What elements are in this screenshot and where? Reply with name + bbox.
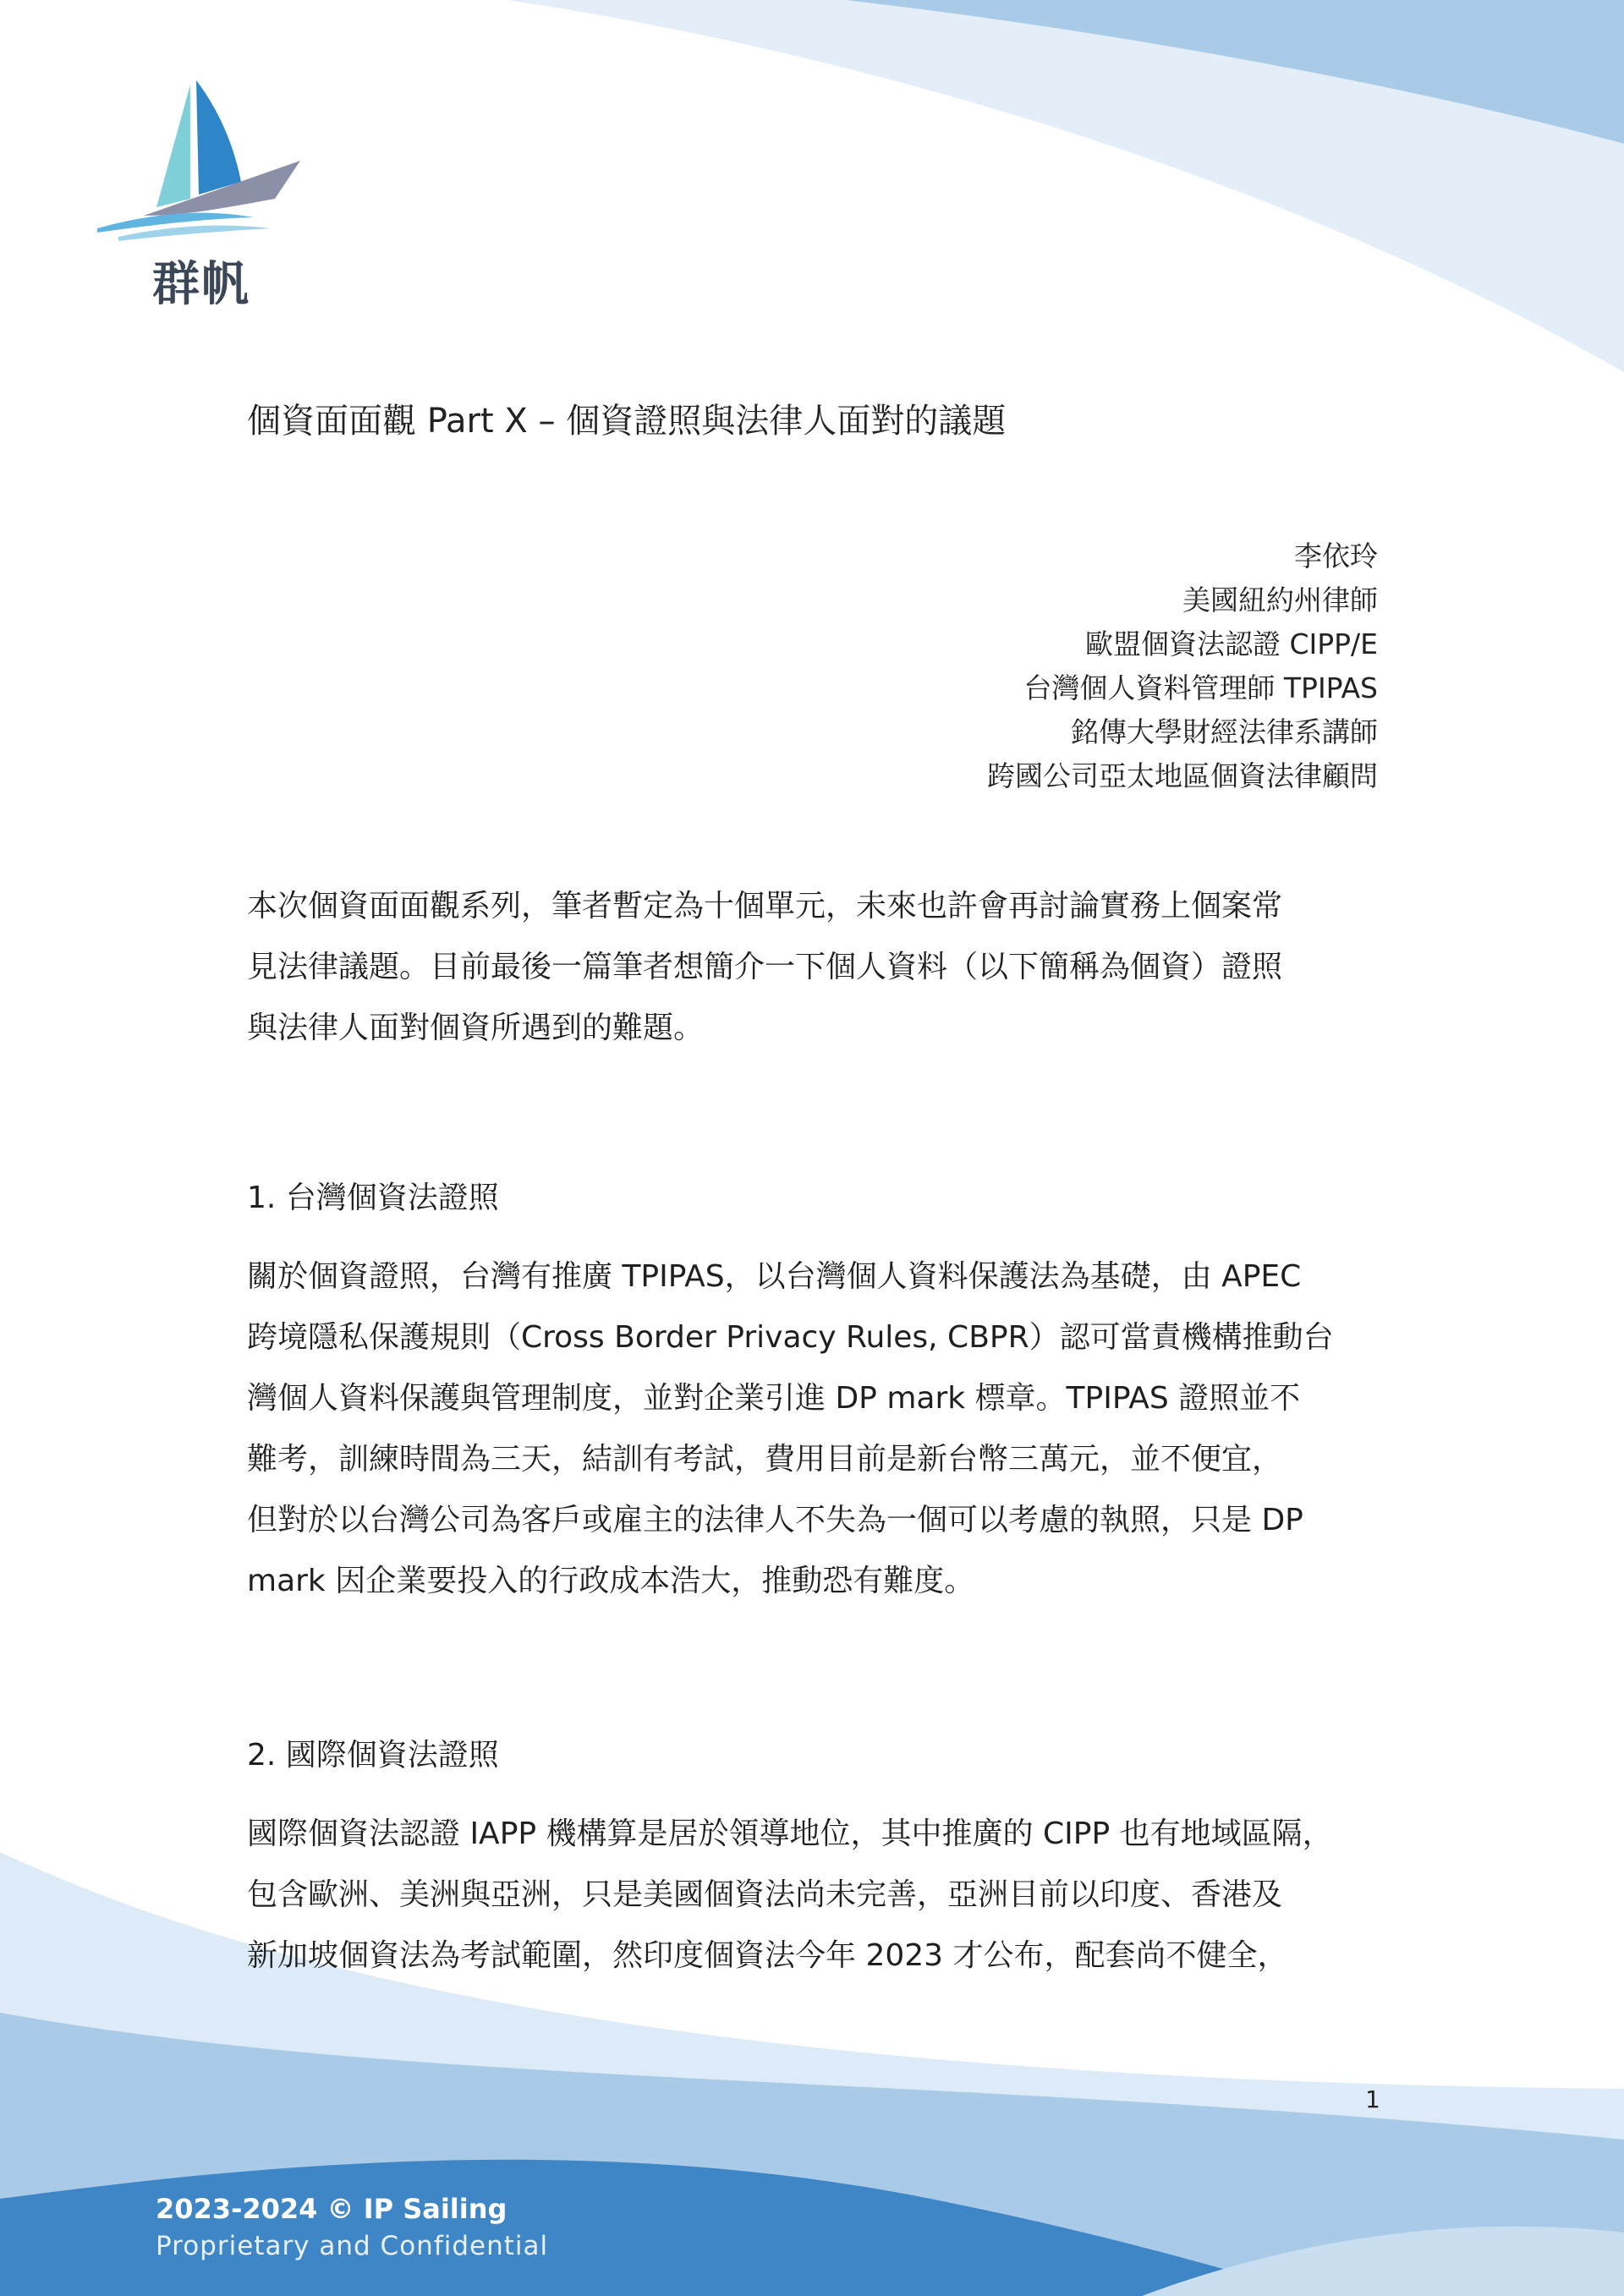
text-line: 灣個人資料保護與管理制度，並對企業引進 DP mark 標章。TPIPAS 證照並不 [247, 1381, 1301, 1416]
text-line: 包含歐洲、美洲與亞洲，只是美國個資法尚未完善，亞洲目前以印度、香港及 [247, 1877, 1283, 1912]
text-line: 本次個資面面觀系列，筆者暫定為十個單元，未來也許會再討論實務上個案常 [247, 889, 1283, 923]
text-line: 新加坡個資法為考試範圍，然印度個資法今年 2023 才公布，配套尚不健全， [247, 1938, 1288, 1973]
author-credential: 台灣個人資料管理師 TPIPAS [1023, 671, 1378, 704]
page-number: 1 [1365, 2085, 1380, 2113]
text-line: 跨境隱私保護規則（Cross Border Privacy Rules, CBPR）認可當責機構推動台 [247, 1320, 1334, 1355]
author-credential: 銘傳大學財經法律系講師 [1071, 715, 1378, 748]
section-paragraph [247, 1804, 1380, 1986]
text-line: 國際個資法認證 IAPP 機構算是居於領導地位，其中推廣的 CIPP 也有地域區隔， [247, 1817, 1333, 1851]
text-line: 難考，訓練時間為三天，結訓有考試，費用目前是新台幣三萬元，並不便宜， [247, 1442, 1283, 1477]
document-title: 個資面面觀 Part X – 個資證照與法律人面對的議題 [247, 402, 1007, 441]
author-credential: 跨國公司亞太地區個資法律顧問 [987, 759, 1378, 792]
section-paragraph [247, 1247, 1380, 1612]
section-heading: 2. 國際個資法證照 [247, 1738, 499, 1773]
intro-paragraph [247, 876, 1380, 1059]
sailboat-logo-icon [93, 80, 304, 241]
author-name: 李依玲 [1294, 540, 1378, 573]
brand-name: 群帆 [152, 257, 250, 312]
text-line: 見法律議題。目前最後一篇筆者想簡介一下個人資料（以下簡稱為個資）證照 [247, 950, 1283, 984]
footer-confidential: Proprietary and Confidential [156, 2231, 549, 2261]
text-line: 與法律人面對個資所遇到的難題。 [247, 1011, 705, 1045]
section-heading: 1. 台灣個資法證照 [247, 1181, 499, 1215]
author-credential: 美國紐約州律師 [1182, 584, 1378, 616]
footer-copyright: 2023-2024 © IP Sailing [156, 2193, 508, 2225]
text-line: 但對於以台灣公司為客戶或雇主的法律人不失為一個可以考慮的執照，只是 DP [247, 1503, 1303, 1537]
author-credential: 歐盟個資法認證 CIPP/E [1084, 627, 1378, 660]
author-block [987, 534, 1378, 798]
text-line: mark 因企業要投入的行政成本浩大，推動恐有難度。 [247, 1564, 975, 1598]
text-line: 關於個資證照，台灣有推廣 TPIPAS，以台灣個人資料保護法為基礎，由 APEC [247, 1259, 1302, 1294]
